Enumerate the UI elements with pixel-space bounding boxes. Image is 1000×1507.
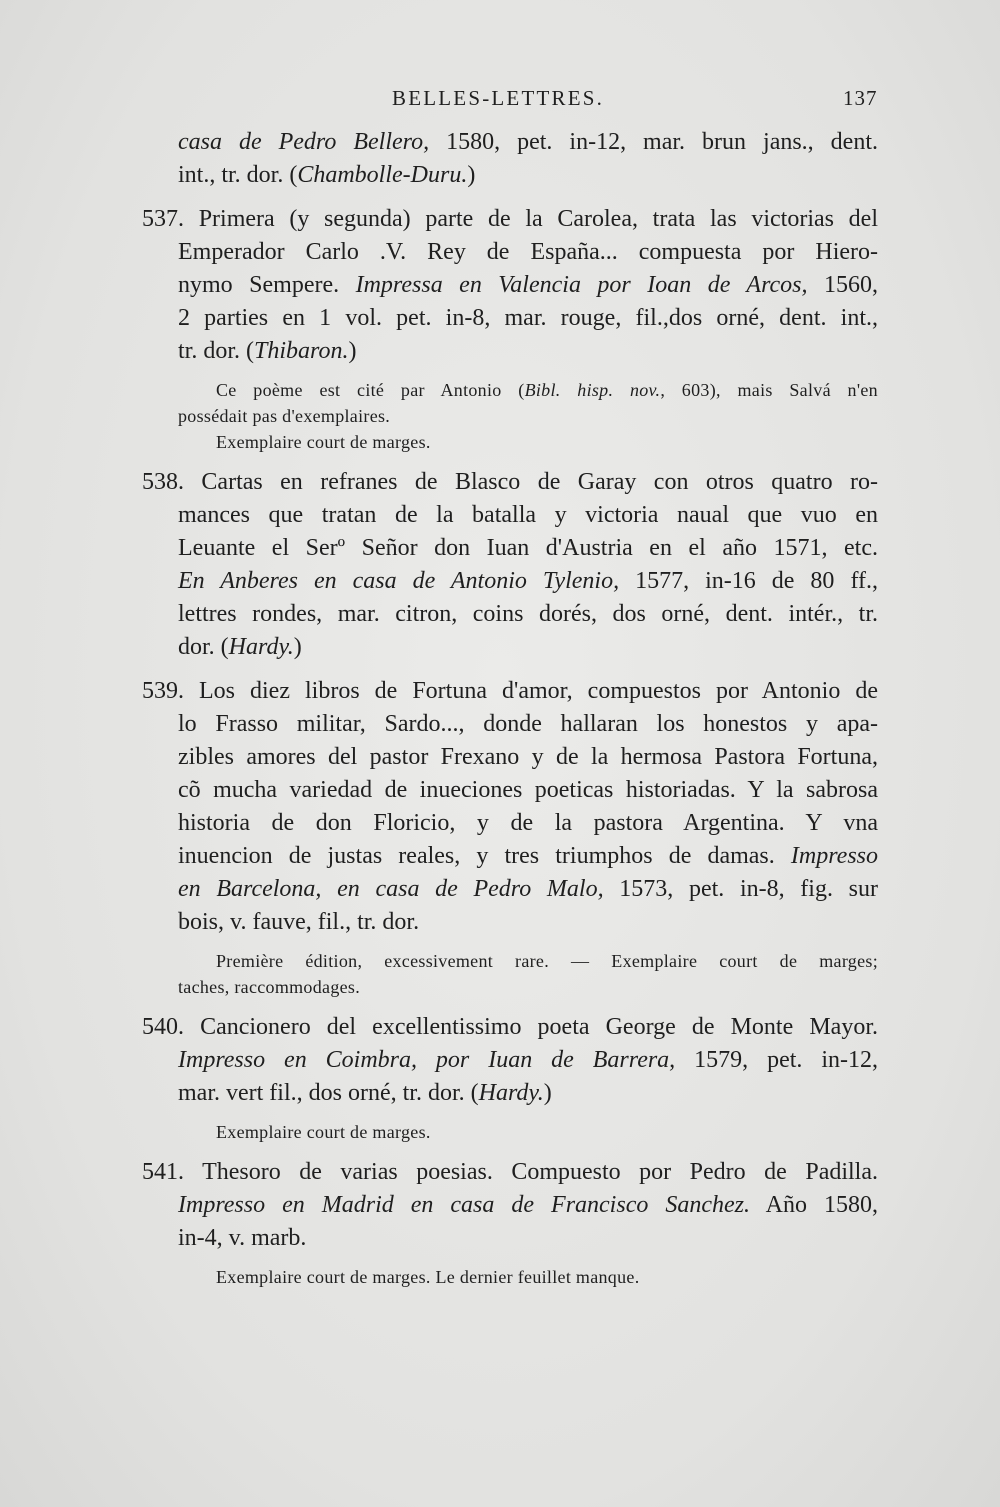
entry-line (142, 203, 878, 236)
entry-line (178, 873, 878, 906)
line-text: Primera (y segunda) parte de la Carolea, trata las victorias del (184, 206, 878, 232)
line-text: Año 1580, (750, 1192, 879, 1218)
italic-text: Bibl. hisp. nov. (524, 380, 661, 400)
entry-notes (178, 1264, 878, 1290)
entry-line (178, 741, 878, 774)
line-text: Cartas en refranes de Blasco de Garay con otros quatro ro- (184, 469, 878, 495)
entry-line (178, 840, 878, 873)
italic-text: Impresso (790, 843, 878, 869)
running-head: BELLES-LETTRES. (392, 86, 605, 110)
line-text: cõ mucha variedad de inueciones poeticas historiadas. Y la sabrosa (178, 777, 878, 803)
catalogue-entry (142, 1011, 878, 1145)
entry-line (178, 1077, 878, 1110)
note-text: Première édition, excessivement rare. — Exemplaire court de marges; (216, 951, 878, 971)
italic-text: Hardy. (228, 634, 294, 660)
entry-line (178, 1189, 878, 1222)
entry-line (178, 1044, 878, 1077)
italic-text: en Barcelona, en casa de Pedro Malo, (178, 876, 604, 902)
entry-number: 541. (142, 1159, 184, 1185)
line-text: zibles amores del pastor Frexano y de la hermosa Pastora Fortuna, (178, 744, 878, 770)
entry-line (178, 532, 878, 565)
entry-line (142, 1011, 878, 1044)
entry-notes (178, 948, 878, 1000)
italic-text: Impresso en Madrid en casa de Francisco Sanchez. (178, 1192, 750, 1218)
entry-number: 539. (142, 678, 184, 704)
line-text: 1579, pet. in-12, (675, 1047, 878, 1073)
line-text: Cancionero del excellentissimo poeta George de Monte Mayor. (184, 1014, 878, 1040)
line-text: lettres rondes, mar. citron, coins dorés, dos orné, dent. intér., tr. (178, 601, 878, 627)
note-line (178, 403, 878, 429)
line-text: mar. vert fil., dos orné, tr. dor. ( (178, 1080, 479, 1106)
note-line (178, 1119, 878, 1145)
entry-number: 538. (142, 469, 184, 495)
catalogue-entry (142, 675, 878, 1000)
catalogue-entry (178, 126, 878, 192)
line-text: Thesoro de varias poesias. Compuesto por Pedro de Padilla. (184, 1159, 878, 1185)
entry-line (178, 906, 878, 939)
entry-line (178, 708, 878, 741)
entry-number: 537. (142, 206, 184, 232)
entry-line (178, 499, 878, 532)
note-line (178, 377, 878, 403)
line-text: dor. ( (178, 634, 229, 660)
note-text: taches, raccommodages. (178, 977, 361, 997)
italic-text: Impressa en Valencia por Ioan de Arcos, (355, 272, 808, 298)
note-line (178, 974, 878, 1000)
line-text: Leuante el Serº Señor don Iuan d'Austria en el año 1571, etc. (178, 535, 878, 561)
catalogue-entry (142, 1156, 879, 1290)
line-tail: ) (467, 162, 476, 188)
line-text: int., tr. dor. ( (178, 162, 298, 188)
entry-number: 540. (142, 1014, 184, 1040)
note-text: Exemplaire court de marges. Le dernier feuillet manque. (216, 1267, 640, 1287)
entry-line (178, 236, 878, 269)
entry-line (178, 126, 878, 159)
line-text: 1577, in-16 de 80 ff., (619, 568, 878, 594)
note-text: Exemplaire court de marges. (216, 432, 431, 452)
entry-line (178, 335, 878, 368)
line-tail: ) (293, 634, 302, 660)
line-tail: ) (348, 338, 357, 364)
page-number: 137 (843, 86, 878, 110)
note-text: Exemplaire court de marges. (216, 1122, 431, 1142)
italic-text: Hardy. (478, 1080, 544, 1106)
line-text: 2 parties en 1 vol. pet. in-8, mar. rouge, fil.,dos orné, dent. int., (178, 305, 878, 331)
line-text: 1573, pet. in-8, fig. sur (603, 876, 878, 902)
entry-line (178, 565, 878, 598)
entry-line (178, 269, 878, 302)
italic-text: Thibaron. (254, 338, 349, 364)
entry-line (178, 774, 878, 807)
note-text: Ce poème est cité par Antonio ( (216, 380, 525, 400)
line-tail: ) (543, 1080, 552, 1106)
entry-line (178, 598, 878, 631)
line-text: tr. dor. ( (178, 338, 254, 364)
line-text: 1580, pet. in-12, mar. brun jans., dent. (429, 129, 878, 155)
entry-line (142, 466, 878, 499)
entry-line (178, 1222, 878, 1255)
line-text: in-4, v. marb. (178, 1225, 307, 1251)
entry-line (142, 1156, 878, 1189)
entry-line (178, 159, 878, 192)
entry-line (178, 807, 878, 840)
catalogue-text (142, 126, 879, 1296)
entry-notes (178, 377, 878, 455)
catalogue-entry (142, 203, 878, 455)
line-text: Los diez libros de Fortuna d'amor, compuestos por Antonio de (184, 678, 878, 704)
entry-line (178, 302, 878, 335)
catalogue-entry (142, 466, 878, 664)
line-text: lo Frasso militar, Sardo..., donde hallaran los honestos y apa- (178, 711, 878, 737)
note-line (178, 948, 878, 974)
page-header (0, 86, 1000, 116)
entry-line (142, 675, 878, 708)
note-tail: , 603), mais Salvá n'en (660, 380, 878, 400)
note-line (178, 429, 878, 455)
line-tail: 1560, (807, 272, 878, 298)
line-text: nymo Sempere. (178, 272, 356, 298)
italic-text: Chambolle-Duru. (297, 162, 468, 188)
line-text: bois, v. fauve, fil., tr. dor. (178, 909, 420, 935)
entry-notes (178, 1119, 878, 1145)
italic-text: Impresso en Coimbra, por Iuan de Barrera, (178, 1047, 676, 1073)
line-text: historia de don Floricio, y de la pastora Argentina. Y vna (178, 810, 878, 836)
italic-text: casa de Pedro Bellero, (178, 129, 430, 155)
note-line (178, 1264, 878, 1290)
line-text: Emperador Carlo .V. Rey de España... compuesta por Hiero- (178, 239, 878, 265)
line-text: mances que tratan de la batalla y victoria naual que vuo en (178, 502, 878, 528)
note-text: possédait pas d'exemplaires. (178, 406, 391, 426)
entry-line (178, 631, 878, 664)
line-text: inuencion de justas reales, y tres triumphos de damas. (178, 843, 791, 869)
italic-text: En Anberes en casa de Antonio Tylenio, (178, 568, 620, 594)
